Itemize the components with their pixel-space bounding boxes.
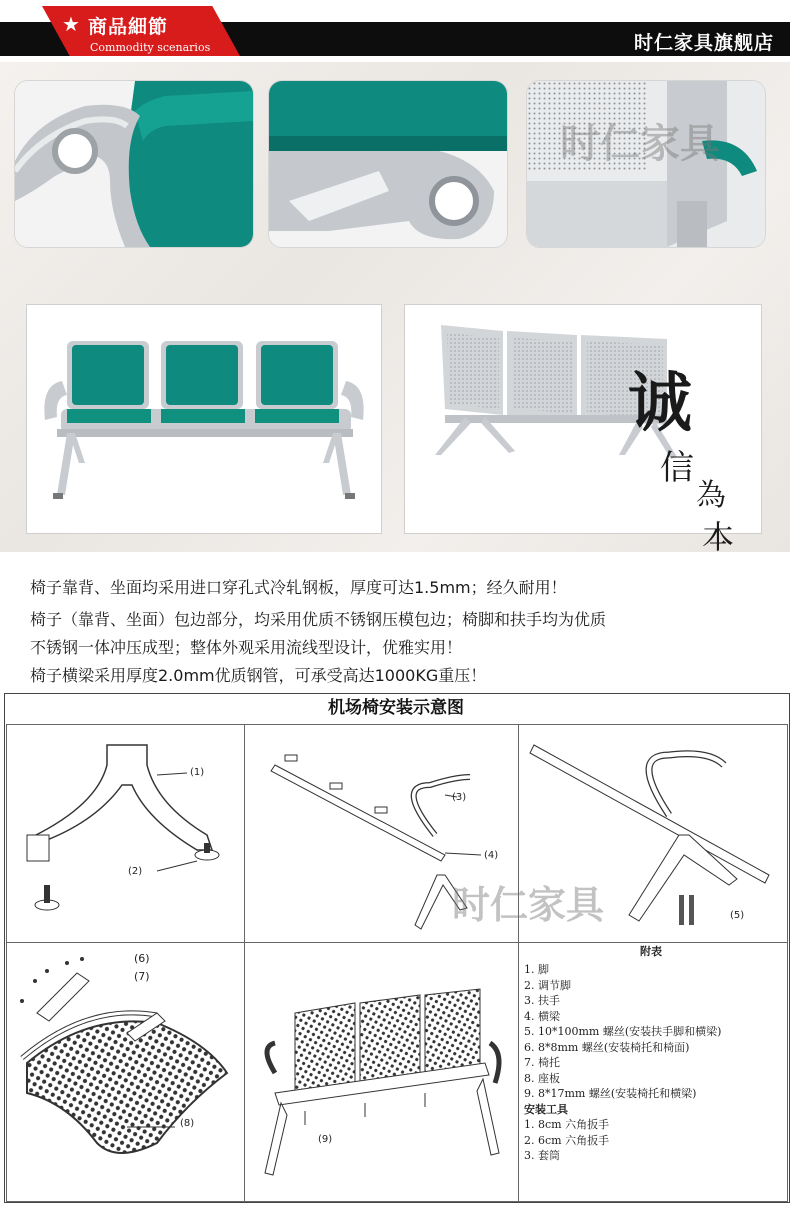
description-line-3: 不锈钢一体冲压成型；整体外观采用流线型设计，优雅实用！ (30, 638, 463, 657)
tools-list-item: 2. 6cm 六角扳手 (524, 1133, 610, 1147)
tools-list-item: 3. 套筒 (524, 1149, 560, 1162)
parts-list-item: 6. 8*8mm 螺丝(安装椅托和椅面) (524, 1040, 690, 1054)
label-3: (3) (452, 792, 467, 803)
label-4: (4) (484, 850, 499, 861)
parts-list-item: 3. 扶手 (524, 994, 560, 1007)
parts-list-item: 2. 调节脚 (524, 978, 571, 992)
section-tag-subtitle: Commodity scenarios (90, 41, 211, 54)
brand-watermark: 时仁家具 (560, 121, 720, 167)
armrest-closeup-photo-2 (268, 80, 508, 248)
parts-list-item: 1. 脚 (524, 963, 549, 976)
parts-list-item: 5. 10*100mm 螺丝(安装扶手脚和横梁) (524, 1025, 722, 1038)
label-9: (9) (318, 1134, 333, 1145)
parts-list-item: 8. 座板 (524, 1071, 560, 1085)
brand-watermark-diagram: 时仁家具 (452, 883, 605, 927)
parts-list-title: 附表 (640, 945, 662, 958)
diagram-cell-seat (6, 942, 246, 1202)
diagram-title: 机场椅安装示意图 (328, 698, 464, 718)
calligraphy-char-2: 信 (660, 448, 694, 488)
label-5: (5) (730, 910, 745, 921)
description-line-1: 椅子靠背、坐面均采用进口穿孔式冷轧钢板，厚度可达1.5mm；经久耐用！ (30, 578, 567, 597)
label-1: (1) (190, 767, 205, 778)
shop-name: 时仁家具旗舰店 (633, 32, 774, 54)
label-6: (6) (134, 952, 150, 965)
calligraphy-char-4: 本 (702, 518, 735, 556)
chair-front-photo (26, 304, 382, 534)
diagram-cell-full-chair (244, 942, 520, 1202)
diagram-cell-leg (6, 724, 246, 944)
label-7: (7) (134, 970, 150, 983)
label-2: (2) (128, 866, 143, 877)
calligraphy-char-1: 诚 (628, 366, 692, 441)
parts-list (524, 962, 782, 1164)
description-line-2: 椅子（靠背、坐面）包边部分，均采用优质不锈钢压模包边；椅脚和扶手均为优质 (30, 610, 607, 629)
tools-list-item: 1. 8cm 六角扳手 (524, 1118, 610, 1131)
tools-title: 安装工具 (524, 1102, 568, 1116)
description-line-4: 椅子横梁采用厚度2.0mm优质钢管，可承受高达1000KG重压！ (30, 666, 487, 685)
armrest-closeup-photo-1 (14, 80, 254, 248)
calligraphy-char-3: 為 (696, 478, 726, 513)
label-8: (8) (180, 1118, 195, 1129)
parts-list-item: 9. 8*17mm 螺丝(安装椅托和横梁) (524, 1087, 697, 1100)
section-tag-title: 商品細節 (88, 16, 169, 38)
star-icon: ★ (62, 12, 80, 36)
parts-list-item: 4. 横梁 (524, 1009, 560, 1023)
parts-list-item: 7. 椅托 (524, 1056, 560, 1069)
